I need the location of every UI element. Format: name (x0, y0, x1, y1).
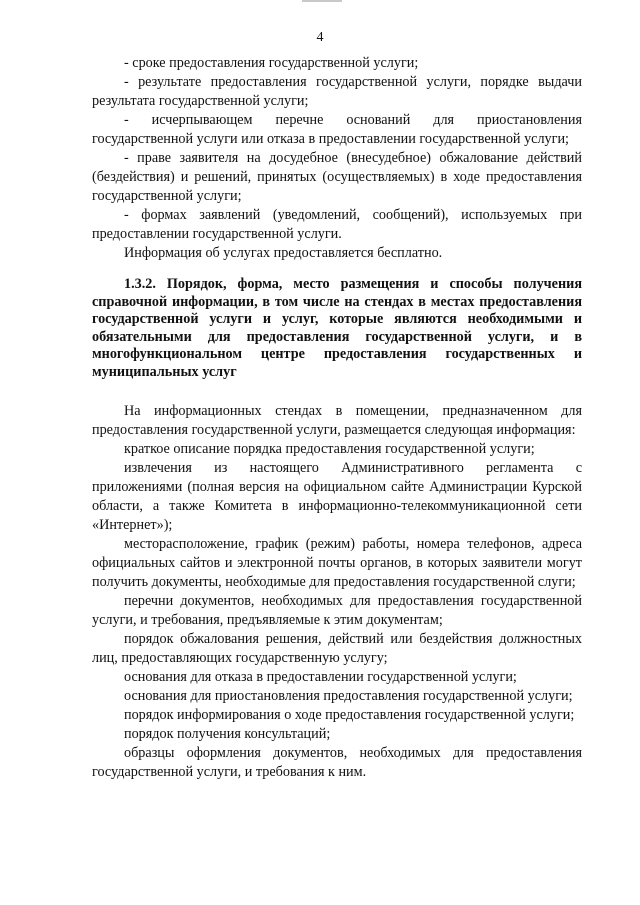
list-item: - праве заявителя на досудебное (внесудебное) обжалование действий (бездействия) и решений, принятых (осуществляемых) в ходе предоставления государственной услуги; (92, 150, 582, 204)
list-item: перечни документов, необходимых для предоставления государственной услуги, и требования, предъявляемые к этим документам; (92, 593, 582, 628)
free-of-charge-note: Информация об услугах предоставляется бесплатно. (124, 245, 443, 261)
section-heading: 1.3.2. Порядок, форма, место размещения и способы получения справочной информации, в том числе на стендах в местах предоставления государственной услуги и услуг, которые являются необходимыми и обязательными для предоставления государственной услуги, и в многофункциональном центре предоставления государственных и муниципальных услуг (92, 276, 582, 380)
list-item: основания для приостановления предоставления государственной услуги; (124, 688, 573, 704)
page-content (92, 54, 582, 782)
list-item: порядок информирования о ходе предоставления государственной услуги; (124, 707, 575, 723)
list-item: порядок получения консультаций; (124, 726, 331, 742)
list-item: краткое описание порядка предоставления государственной услуги; (124, 441, 535, 457)
list-item: - исчерпывающем перечне оснований для приостановления государственной услуги или отказа в предоставлении государственной услуги; (92, 112, 582, 147)
list-item: порядок обжалования решения, действий или бездействия должностных лиц, предоставляющих государственную услугу; (92, 631, 582, 666)
list-item: - сроке предоставления государственной услуги; (124, 55, 419, 71)
list-item: образцы оформления документов, необходимых для предоставления государственной услуги, и требования к ним. (92, 745, 582, 780)
page-number: 4 (316, 30, 324, 45)
list-item: - результате предоставления государственной услуги, порядке выдачи результата государственной услуги; (92, 74, 582, 109)
list-item: основания для отказа в предоставлении государственной услуги; (124, 669, 517, 685)
section-intro: На информационных стендах в помещении, предназначенном для предоставления государственной услуги, размещается следующая информация: (92, 403, 582, 438)
list-item: месторасположение, график (режим) работы, номера телефонов, адреса официальных сайтов и электронной почты органов, в которых заявители могут получить документы, необходимые для предоставления государственной слуги; (92, 536, 582, 590)
list-item: - формах заявлений (уведомлений, сообщений), используемых при предоставлении государственной услуги. (92, 207, 582, 242)
list-item: извлечения из настоящего Административного регламента с приложениями (полная версия на официальном сайте Администрации Курской области, а также Комитета в информационно-телекоммуникационной сети «Интернет»); (92, 460, 582, 533)
scan-edge-mark (302, 0, 342, 2)
